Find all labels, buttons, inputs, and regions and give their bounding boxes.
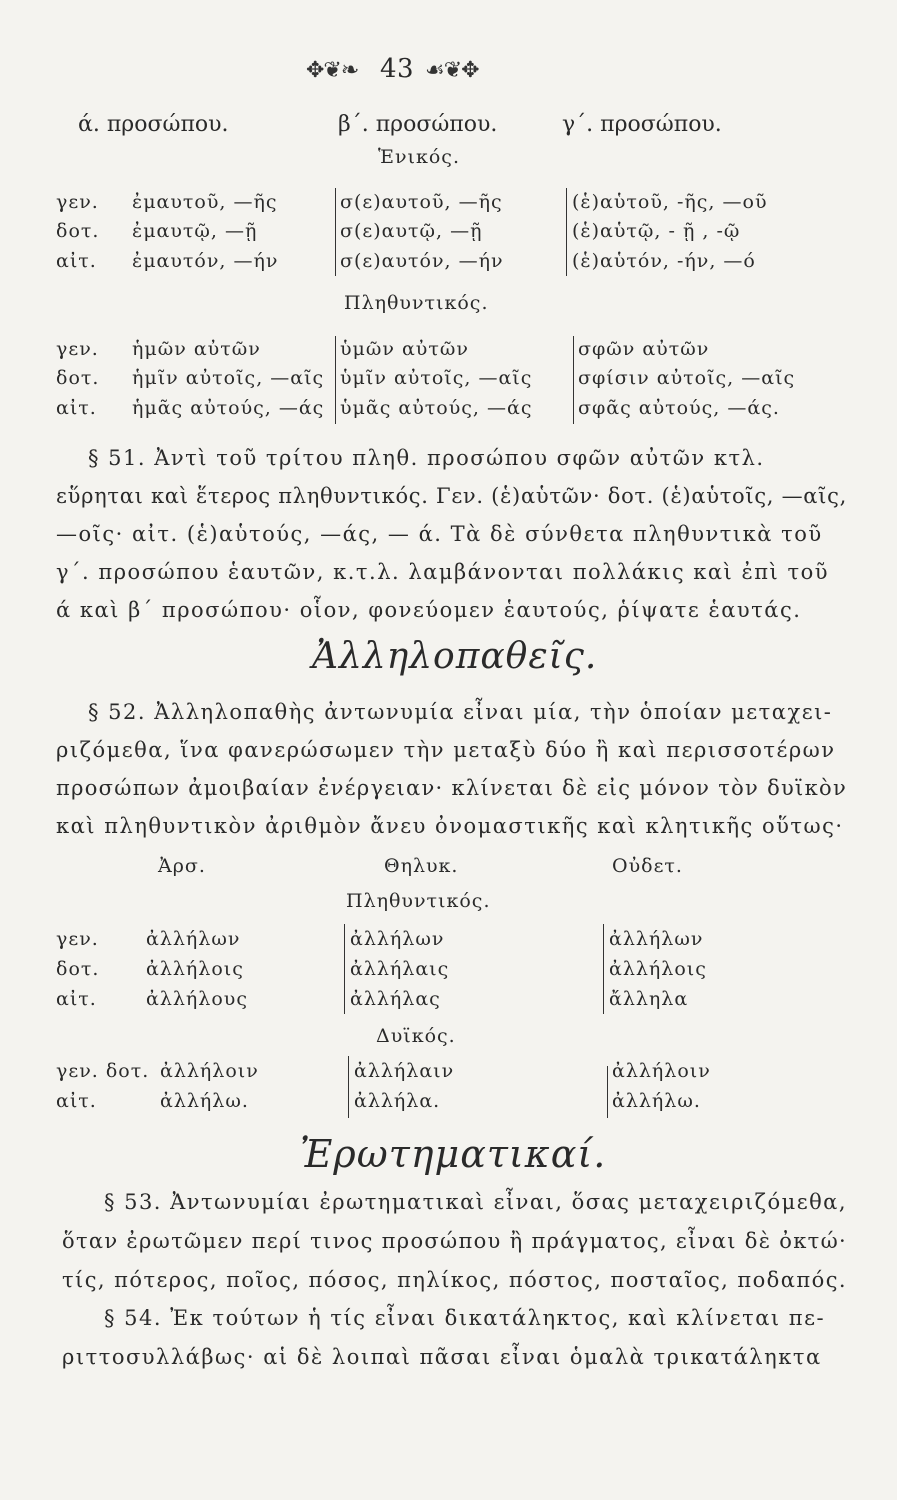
sg-2-dat: σ(ε)αυτῷ, —ῇ — [340, 220, 483, 242]
sg-1-dat: ἐμαυτῷ, —ῇ — [132, 220, 258, 242]
rec-pl-fem-gen: ἀλλήλων — [350, 928, 445, 950]
section-title-reciprocal: Ἀλληλοπαθεῖς. — [312, 636, 598, 677]
page-number: 43 — [380, 54, 415, 84]
p51-line: εὕρηται καὶ ἕτερος πληθυντικός. Γεν. (ἑ)αὑτῶν· δοτ. (ἑ)αὑτοῖς, —αῖς, — [56, 484, 847, 508]
dual-case-label-gen-dat: γεν. δοτ. — [56, 1060, 150, 1082]
pl-3-acc: σφᾶς αὐτούς, —άς. — [578, 397, 780, 419]
rec-du-neut-gen: ἀλλήλοιν — [612, 1060, 711, 1082]
case-label-gen: γεν. — [56, 338, 99, 360]
p53-line: § 53. Ἀντωνυμίαι ἐρωτηματικαὶ εἶναι, ὅσας μεταχειριζόμεθα, — [104, 1190, 847, 1214]
col2-heading: β΄. προσώπου. — [338, 112, 498, 137]
rec-du-fem-gen: ἀλλήλαιν — [354, 1060, 455, 1082]
p51-line: ά καὶ β΄ προσώπου· οἷον, φονεύομεν ἑαυτούς, ῥίψατε ἑαυτάς. — [56, 598, 802, 622]
sg-3-dat: (ἑ)αὑτῷ, - ῇ , -ῷ — [572, 220, 741, 242]
ornament-left: ✥❦❧ — [306, 58, 359, 83]
case-label-acc: αἰτ. — [56, 988, 97, 1010]
p53-line: ὅταν ἐρωτῶμεν περί τινος προσώπου ἢ πράγματος, εἶναι δὲ ὀκτώ· — [62, 1229, 847, 1253]
ornament-right: ☙❦✥ — [425, 58, 479, 83]
neut-heading: Οὐδετ. — [612, 855, 683, 877]
pl-1-acc: ἡμᾶς αὐτούς, —άς — [132, 397, 325, 419]
case-label-gen: γεν. — [56, 928, 99, 950]
case-label-acc: αἰτ. — [56, 397, 97, 419]
column-divider — [566, 188, 567, 276]
column-divider — [348, 1056, 349, 1118]
rec-pl-masc-dat: ἀλλήλοις — [146, 958, 244, 980]
p54-line: § 54. Ἐκ τούτων ἡ τίς εἶναι δικατάληκτος, καὶ κλίνεται πε- — [104, 1306, 826, 1330]
rec-pl-neut-dat: ἀλλήλοις — [609, 958, 707, 980]
p51-line: § 51. Ἀντὶ τοῦ τρίτου πληθ. προσώπου σφῶν αὐτῶν κτλ. — [88, 446, 765, 470]
column-divider — [335, 336, 336, 424]
rec-pl-fem-acc: ἀλλήλας — [350, 988, 441, 1010]
column-divider — [607, 1066, 608, 1118]
plural-label: Πληθυντικός. — [346, 890, 491, 912]
singular-label: Ἑνικός. — [378, 146, 460, 168]
rec-du-neut-acc: ἀλλήλω. — [612, 1090, 701, 1112]
p53-line: τίς, πότερος, ποῖος, πόσος, πηλίκος, πόστος, ποσταῖος, ποδαπός. — [62, 1268, 847, 1292]
sg-1-acc: ἐμαυτόν, —ήν — [132, 250, 279, 272]
col3-heading: γ΄. προσώπου. — [562, 112, 722, 137]
rec-pl-masc-acc: ἀλλήλους — [146, 988, 248, 1010]
rec-pl-neut-gen: ἀλλήλων — [609, 928, 704, 950]
rec-du-masc-gen: ἀλλήλοιν — [160, 1060, 259, 1082]
pl-3-gen: σφῶν αὐτῶν — [578, 338, 710, 360]
sg-1-gen: ἐμαυτοῦ, —ῆς — [132, 191, 278, 213]
p54-line: ριττοσυλλάβως· αἱ δὲ λοιπαὶ πᾶσαι εἶναι ὁμαλὰ τρικατάληκτα — [62, 1345, 822, 1369]
rec-du-masc-acc: ἀλλήλω. — [160, 1090, 249, 1112]
p51-line: —οῖς· αἰτ. (ἑ)αὑτούς, —άς, — ά. Τὰ δὲ σύνθετα πληθυντικὰ τοῦ — [56, 522, 823, 546]
column-divider — [344, 924, 345, 1014]
pl-3-dat: σφίσιν αὐτοῖς, —αῖς — [578, 367, 796, 389]
rec-pl-fem-dat: ἀλλήλαις — [350, 958, 450, 980]
dual-label: Δυϊκός. — [376, 1025, 456, 1047]
section-title-interrogative: Ἐρωτηματικαί. — [300, 1132, 607, 1176]
column-divider — [335, 188, 336, 276]
p52-line: § 52. Ἀλληλοπαθὴς ἀντωνυμία εἶναι μία, τὴν ὁποίαν μεταχει- — [88, 700, 833, 724]
rec-pl-masc-gen: ἀλλήλων — [146, 928, 241, 950]
p51-line: γ΄. προσώπου ἑαυτῶν, κ.τ.λ. λαμβάνονται πολλάκις καὶ ἐπὶ τοῦ — [56, 560, 829, 584]
col1-heading: ά. προσώπου. — [78, 112, 229, 137]
pl-2-dat: ὑμῖν αὐτοῖς, —αῖς — [340, 367, 533, 389]
p52-line: ριζόμεθα, ἵνα φανερώσωμεν τὴν μεταξὺ δύο ἢ καὶ περισσοτέρων — [56, 738, 836, 762]
sg-2-acc: σ(ε)αυτόν, —ήν — [340, 250, 504, 272]
rec-du-fem-acc: ἀλλήλα. — [354, 1090, 441, 1112]
rec-pl-neut-acc: ἄλληλα — [609, 988, 689, 1010]
sg-3-acc: (ἑ)αὑτόν, -ήν, —ό — [572, 250, 756, 272]
sg-3-gen: (ἑ)αὑτοῦ, -ῆς, —οῦ — [572, 191, 768, 213]
fem-heading: Θηλυκ. — [384, 855, 459, 877]
case-label-dat: δοτ. — [56, 220, 100, 242]
sg-2-gen: σ(ε)αυτοῦ, —ῆς — [340, 191, 503, 213]
plural-label: Πληθυντικός. — [344, 292, 489, 314]
p52-line: καὶ πληθυντικὸν ἀριθμὸν ἄνευ ὀνομαστικῆς καὶ κλητικῆς οὕτως· — [56, 814, 844, 838]
pl-2-acc: ὑμᾶς αὐτούς, —άς — [340, 397, 533, 419]
p52-line: προσώπων ἀμοιβαίαν ἐνέργειαν· κλίνεται δὲ εἰς μόνον τὸν δυϊκὸν — [56, 776, 847, 800]
case-label-gen: γεν. — [56, 191, 99, 213]
case-label-dat: δοτ. — [56, 367, 100, 389]
dual-case-label-acc: αἰτ. — [56, 1090, 97, 1112]
case-label-dat: δοτ. — [56, 958, 100, 980]
column-divider — [603, 924, 604, 1014]
case-label-acc: αἰτ. — [56, 250, 97, 272]
pl-2-gen: ὑμῶν αὐτῶν — [340, 338, 469, 360]
pl-1-dat: ἡμῖν αὐτοῖς, —αῖς — [132, 367, 325, 389]
masc-heading: Ἀρσ. — [158, 855, 206, 877]
column-divider — [573, 336, 574, 424]
pl-1-gen: ἡμῶν αὐτῶν — [132, 338, 261, 360]
